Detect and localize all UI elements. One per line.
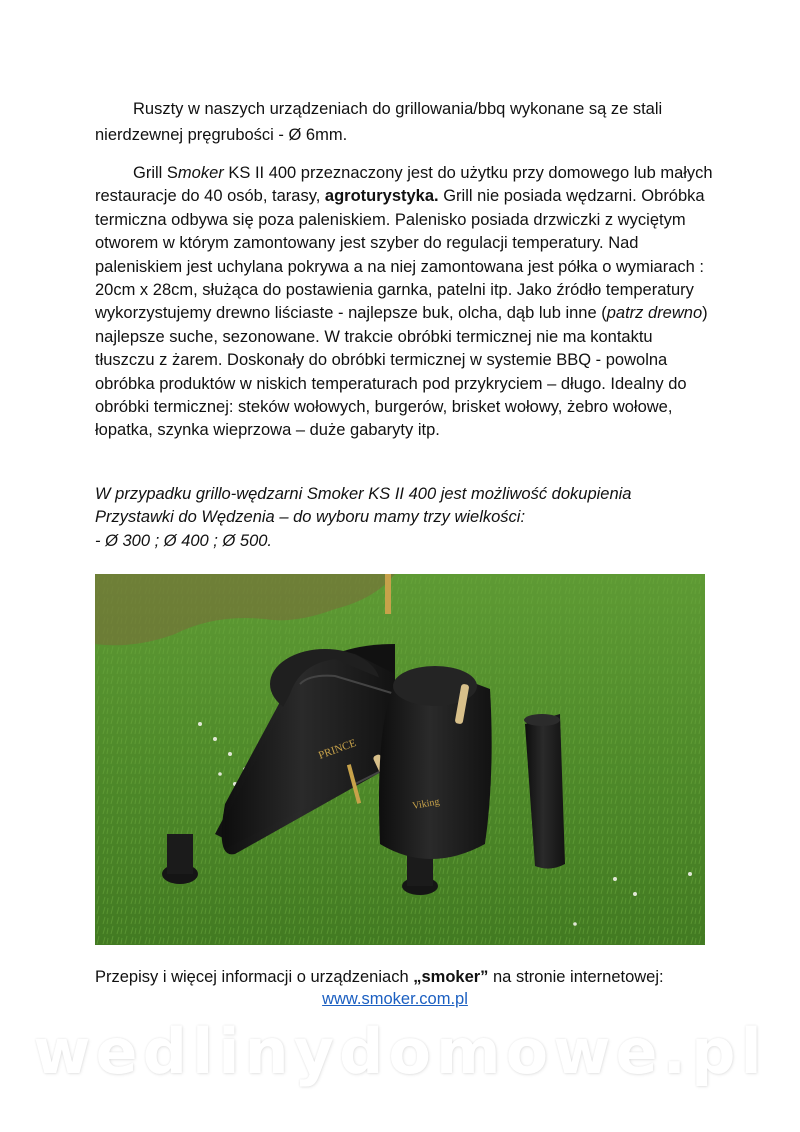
paragraph2-brand: moker [177, 164, 224, 182]
grills-photo [95, 574, 705, 945]
footer-text-before: Przepisy i więcej informacji o urządzeniach [95, 968, 414, 986]
paragraph3-line2: Przystawki do Wędzenia – do wyboru mamy trzy wielkości: [95, 508, 526, 527]
paragraph2-bold: agroturystyka. [324, 187, 439, 206]
paragraph-grill-description [95, 162, 715, 443]
paragraph1-line2: nierdzewnej pręgrubości - Ø 6mm. [95, 126, 348, 144]
paragraph-grates [95, 96, 715, 148]
paragraph2-intro: Grill S [133, 164, 178, 182]
footer-line [95, 966, 715, 988]
watermark: wedlinydomowe.pl [33, 1015, 767, 1088]
paragraph-smoking-attachment [95, 483, 715, 553]
prince-label: PRINCE [316, 737, 358, 762]
paragraph1-line1: Ruszty w naszych urządzeniach do grillowania/bbq wykonane są ze stali [133, 100, 663, 118]
viking-label: Viking [411, 796, 441, 812]
paragraph2-part3: ) najlepsze suche, sezonowane. W trakcie obróbki termicznej nie ma kontaktu tłuszczu z żarem. Doskonały do obróbki termicznej w systemie BBQ - powolna obróbka produktów w niskich temperaturach pod przykryciem – długo. Idealny do obróbki termicznej: steków wołowych, burgerów, brisket wołowy, żebro wołowe, łopatka, szynka wieprzowa – duże gabaryty itp. [95, 304, 708, 440]
paragraph3-line3: - Ø 300 ; Ø 400 ; Ø 500. [95, 531, 273, 550]
footer-text-after: na stronie internetowej: [488, 968, 664, 986]
paragraph2-part1: KS II 400 przeznaczony jest do użytku przy domowego lub małych restauracje do 40 osób, tarasy, [95, 164, 713, 206]
paragraph2-part2: Grill nie posiada wędzarni. Obróbka termiczna odbywa się poza paleniskiem. Palenisko posiada drzwiczki z wyciętym otworem w którym zamontowany jest szyber do regulacji temperatury. Nad paleniskiem jest uchylana pokrywa a na niej zamontowana jest półka o wymiarach : 20cm x 28cm, służąca do postawienia garnka, patelni itp. Jako źródło temperatury wykorzystujemy drewno liściaste - najlepsze buk, olcha, dąb lub inne ( [95, 187, 705, 323]
footer-text-bold: „smoker” [413, 968, 489, 986]
paragraph2-italic-ref: patrz drewno [606, 304, 703, 323]
paragraph3-line1: W przypadku grillo-wędzarni Smoker KS II 400 jest możliwość dokupienia [95, 485, 632, 503]
smoker-website-link[interactable]: www.smoker.com.pl [322, 990, 468, 1008]
